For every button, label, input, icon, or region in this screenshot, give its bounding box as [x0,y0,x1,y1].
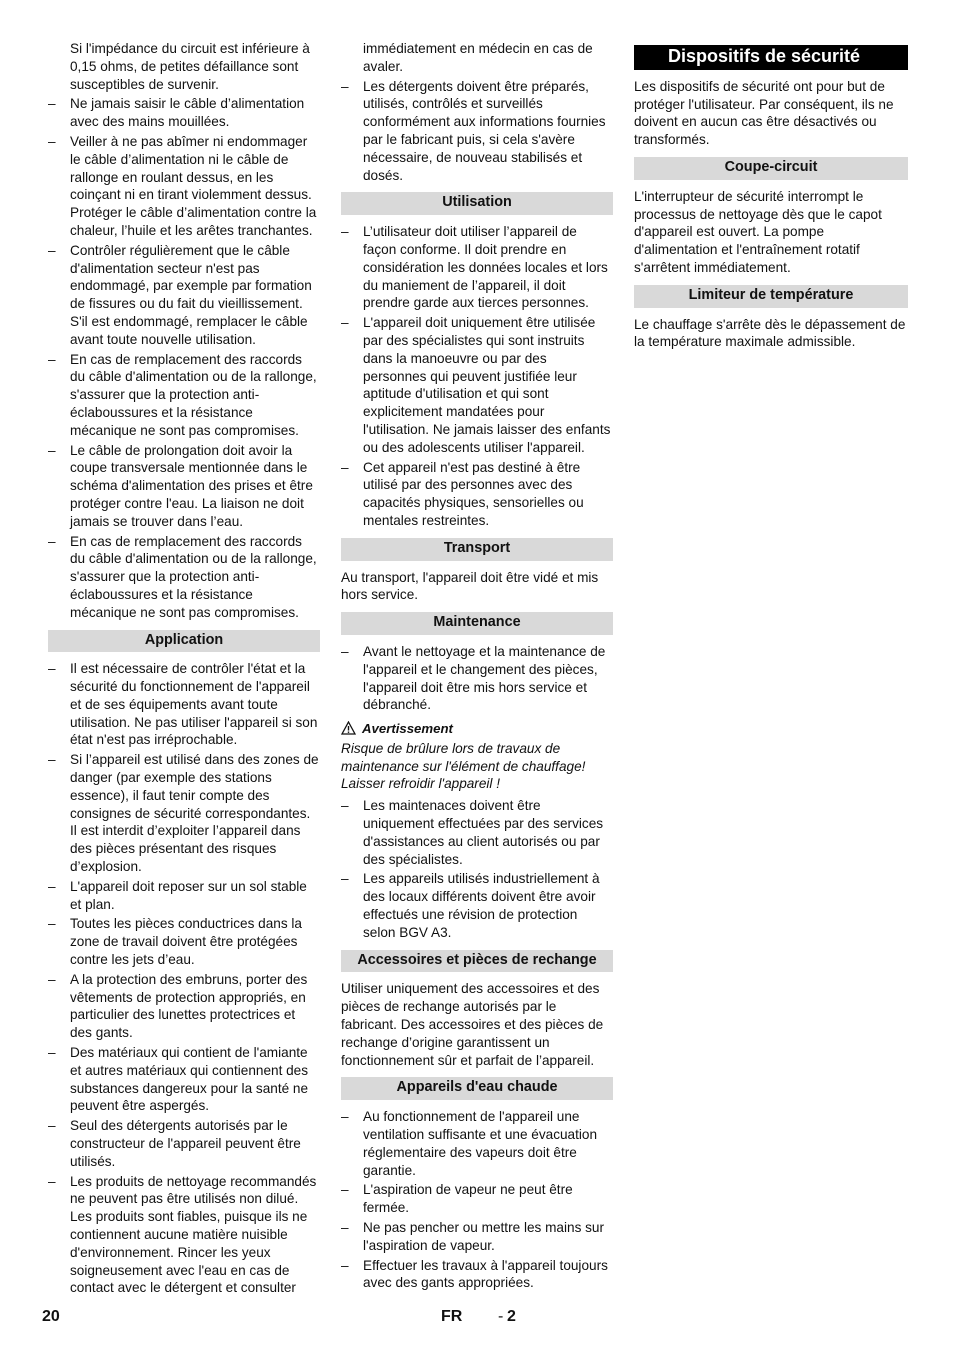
transport-paragraph: Au transport, l'appareil doit être vidé et mis hors service. [341,569,599,603]
dash-bullet: – [341,643,349,659]
footer-dash: - [498,1308,504,1325]
warning-heading [341,720,613,738]
section-heading-utilisation: Utilisation [341,192,613,215]
list-item: – Des matériaux qui contient de l'amiante et autres matériaux qui contiennent des substances dangereux pour la santé ne peuvent être aspergés. [48,1045,309,1114]
dash-bullet: – [341,1182,349,1198]
dash-bullet: – [341,1220,349,1236]
dash-bullet: – [48,916,56,932]
list-item: – En cas de remplacement des raccords du câble d'alimentation ou de la rallonge, s'assurer que la protection anti-éclaboussures et la résistance mécanique ne sont pas compromises. [48,533,317,620]
dash-bullet: – [48,971,56,987]
dash-bullet: – [341,459,349,475]
list-item: – Les appareils utilisés industriellement à des locaux différents doivent être avoir effectués une révision de protection selon BGV A3. [341,871,600,940]
list-item: – Cet appareil n'est pas destiné à être utilisé par des personnes avec des capacités physiques, sensorielles ou mentales restreintes. [341,459,584,528]
list-item: – En cas de remplacement des raccords du câble d'alimentation ou de la rallonge, s'assurer que la protection anti-éclaboussures et la résistance mécanique ne sont pas compromises. [48,351,317,438]
section-heading-accessoires: Accessoires et pièces de rechange [341,950,613,973]
section-heading-maintenance: Maintenance [341,612,613,635]
warning-triangle-icon [341,721,356,735]
list-item: – Les détergents doivent être préparés, utilisés, contrôlés et surveillés conformément aux informations fournies par le fabricant puis, si cela s'avère nécessaire, de nouveau stabilisés et dosés. [341,78,606,183]
list-item: – L'appareil doit reposer sur un sol stable et plan. [48,878,307,912]
dash-bullet: – [48,1118,56,1134]
list-item: – Seul des détergents autorisés par le constructeur de l'appareil peuvent être utilisés. [48,1118,301,1169]
dash-bullet: – [48,878,56,894]
chapter-title: Dispositifs de sécurité [634,45,908,70]
section-heading-eau-chaude: Appareils d'eau chaude [341,1077,613,1100]
dash-bullet: – [48,1045,56,1061]
list-item: – L'appareil doit uniquement être utilisée par des spécialistes qui sont instruits dans la manoeuvre ou par des personnes qui peuvent justifiée leur aptitude d'utilisation et qui sont explicitement mandatées pour l'utilisation. Ne jamais laisser des enfants ou des adolescents utiliser l'appareil. [341,315,611,455]
list-item: – Si l’appareil est utilisé dans des zones de danger (par exemple des stations essence), il faut tenir compte des consignes de sécurité correspondantes. Il est interdit d’exploiter l’appareil dans des pièces présentant des risques d’explosion. [48,752,319,875]
dash-bullet: – [48,1173,56,1189]
accessoires-paragraph: Utiliser uniquement des accessoires et des pièces de rechange autorisés par le fabricant. Des accessoires et des pièces de rechange d’origine garantissent un fonctionnement sûr et parfait de l’appareil. [341,981,604,1068]
intro-paragraph: Les dispositifs de sécurité ont pour but de protéger l'utilisateur. Par conséquent, ils ne doivent en aucun cas être désactivés ou transformés. [634,78,894,148]
dash-bullet: – [341,224,349,240]
dash-bullet: – [48,752,56,768]
list-item: – Les produits de nettoyage recommandés ne peuvent pas être utilisés non dilué. Les produits sont fiables, puisque ils ne contiennent aucune matière nuisible d'environnement. Rincer les yeux soigneusement avec l'eau en cas de contact avec le détergent et consulter [48,1173,317,1296]
list-item: – Ne jamais saisir le câble d’alimentation avec des mains mouillées. [48,96,305,130]
list-item: – Avant le nettoyage et la maintenance de l'appareil et le changement des pièces, l'appareil doit être mis hors service et débranché. [341,643,606,713]
list-item: – Veiller à ne pas abîmer ni endommager le câble d’alimentation ni le câble de rallonge en roulant dessus, en les coinçant ni en tirant violemment dessus. Protéger le câble d’alimentation contre la chaleur, l’huile et les arêtes tranchantes. [48,133,317,238]
language-code: FR [441,1308,463,1325]
dash-bullet: – [341,78,349,94]
section-heading-coupe-circuit: Coupe-circuit [634,157,908,180]
list-item: – Il est nécessaire de contrôler l'état et la sécurité du fonctionnement de l'appareil et de ses équipements avant toute utilisation. Ne pas utiliser l'appareil si son état n'est pas irréprochable. [48,661,318,748]
dash-bullet: – [341,1257,349,1273]
dash-bullet: – [341,315,349,331]
warning-label: Avertissement [362,721,453,737]
dash-bullet: – [48,661,56,677]
sub-page-number: 2 [507,1308,516,1325]
list-item: – Effectuer les travaux à l'appareil toujours avec des gants appropriées. [341,1257,608,1291]
continued-text: immédiatement en médecin en cas de avaler. [363,41,593,74]
list-item: – Les maintenaces doivent être uniquement effectuées par des services d'assistances au client autorisés ou par des spécialistes. [341,798,604,867]
column-3 [634,40,908,359]
dash-bullet: – [48,242,56,258]
section-heading-transport: Transport [341,538,613,561]
page-number: 20 [42,1308,60,1325]
list-item: – Au fonctionnement de l'appareil une ventilation suffisante et une évacuation réglementaire des vapeurs doit être garantie. [341,1109,598,1178]
dash-bullet: – [341,1109,349,1125]
continued-text: Si l'impédance du circuit est inférieure à 0,15 ohms, de petites défaillance sont susceptibles de survenir. [70,41,310,92]
list-item: – Le câble de prolongation doit avoir la coupe transversale mentionnée dans le schéma d'alimentation des prises et être protéger contre l'eau. La liaison ne doit jamais se trouver dans l’eau. [48,442,313,529]
list-item: – L'aspiration de vapeur ne peut être fermée. [341,1182,573,1216]
section-heading-application: Application [48,630,320,653]
limiteur-paragraph: Le chauffage s'arrête dès le dépassement de la température maximale admissible. [634,316,906,350]
section-heading-limiteur: Limiteur de température [634,285,908,308]
dash-bullet: – [48,533,56,549]
warning-text: Risque de brûlure lors de travaux de maintenance sur l'élément de chauffage! Laisser refroidir l'appareil ! [341,740,586,792]
list-item: – A la protection des embruns, porter des vêtements de protection appropriés, en particulier des lunettes protectrices et des gants. [48,971,308,1041]
dash-bullet: – [48,96,56,112]
dash-bullet: – [48,133,56,149]
column-2 [341,40,613,1294]
list-item: – Contrôler régulièrement que le câble d'alimentation secteur n'est pas endommagé, par exemple par formation de fissures ou du fait du vieillissement. S'il est endommagé, remplacer le câble avant toute nouvelle utilisation. [48,242,312,347]
dash-bullet: – [48,351,56,367]
column-1 [48,40,320,1299]
list-item: – Toutes les pièces conductrices dans la zone de travail doivent être protégées contre les jets d’eau. [48,916,302,968]
dash-bullet: – [48,442,56,458]
dash-bullet: – [341,871,349,887]
dash-bullet: – [341,798,349,814]
list-item: – Ne pas pencher ou mettre les mains sur l'aspiration de vapeur. [341,1220,605,1253]
list-item: – L’utilisateur doit utiliser l’appareil de façon conforme. Il doit prendre en considération les données locales et lors du maniement de l’appareil, il doit prendre garde aux tierces personnes. [341,224,608,311]
coupe-circuit-paragraph: L'interrupteur de sécurité interrompt le processus de nettoyage dès que le capot d'appareil est ouvert. La pompe d'alimentation et l'entraînement rotatif s'arrêtent immédiatement. [634,188,882,275]
